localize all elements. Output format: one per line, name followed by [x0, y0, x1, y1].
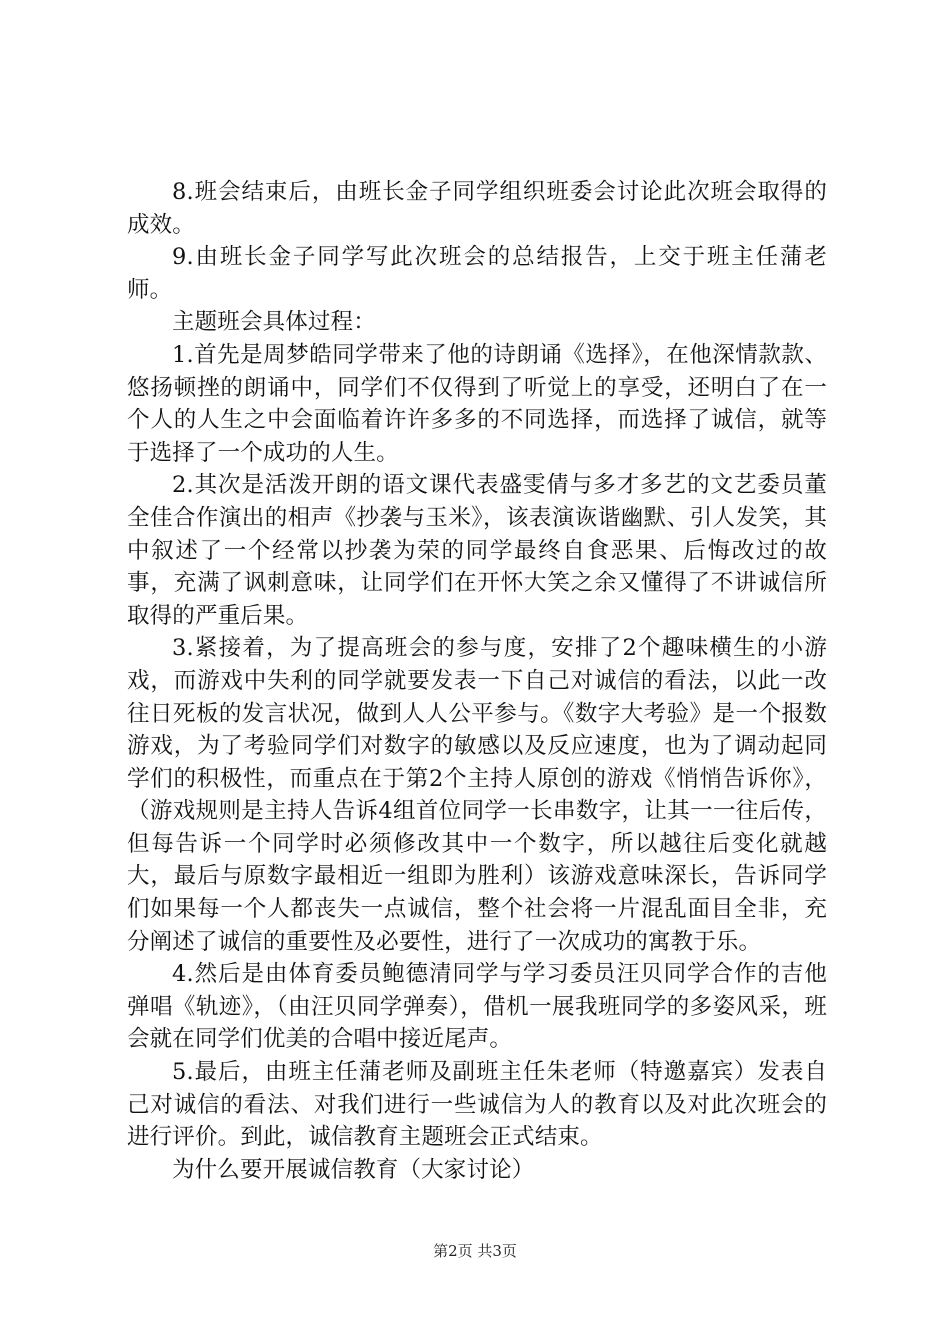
paragraph-step-3: 3.紧接着，为了提高班会的参与度，安排了2个趣味横生的小游戏，而游戏中失利的同学就要发表一下自己对诚信的看法，以此一改往日死板的发言状况，做到人人公平参与。《数字大考验》是一个报数游戏，为了考验同学们对数字的敏感以及反应速度，也为了调动起同学们的积极性，而重点在于第2个主持人原创的游戏《悄悄告诉你》，（游戏规则是主持人告诉4组首位同学一长串数字，让其一一往后传，但每告诉一个同学时必须修改其中一个数字，所以越往后变化就越大，最后与原数字最相近一组即为胜利）该游戏意味深长，告诉同学们如果每一个人都丧失一点诚信，整个社会将一片混乱面目全非，充分阐述了诚信的重要性及必要性，进行了一次成功的寓教于乐。 [127, 635, 827, 955]
page-number-footer: 第2页 共3页 [433, 1242, 517, 1260]
paragraph-step-1: 1.首先是周梦皓同学带来了他的诗朗诵《选择》，在他深情款款、悠扬顿挫的朗诵中，同学们不仅得到了听觉上的享受，还明白了在一个人的人生之中会面临着许许多多的不同选择，而选择了诚信，就等于选择了一个成功的人生。 [127, 341, 827, 466]
paragraph-step-2: 2.其次是活泼开朗的语文课代表盛雯倩与多才多艺的文艺委员董全佳合作演出的相声《抄袭与玉米》，该表演诙谐幽默、引人发笑，其中叙述了一个经常以抄袭为荣的同学最终自食恶果、后悔改过的故事，充满了讽刺意味，让同学们在开怀大笑之余又懂得了不讲诚信所取得的严重后果。 [127, 472, 827, 629]
paragraph-item-9: 9.由班长金子同学写此次班会的总结报告，上交于班主任蒲老师。 [127, 244, 827, 303]
paragraph-item-8: 8.班会结束后，由班长金子同学组织班委会讨论此次班会取得的成效。 [127, 179, 827, 238]
section-heading-process: 主题班会具体过程： [172, 309, 376, 336]
paragraph-step-4: 4.然后是由体育委员鲍德清同学与学习委员汪贝同学合作的吉他弹唱《轨迹》，（由汪贝同学弹奏），借机一展我班同学的多姿风采，班会就在同学们优美的合唱中接近尾声。 [127, 961, 827, 1053]
paragraph-step-5: 5.最后，由班主任蒲老师及副班主任朱老师（特邀嘉宾）发表自己对诚信的看法、对我们进行一些诚信为人的教育以及对此次班会的进行评价。到此，诚信教育主题班会正式结束。 [127, 1059, 827, 1151]
document-body [127, 176, 827, 1186]
paragraph-discussion: 为什么要开展诚信教育（大家讨论） [172, 1156, 535, 1183]
